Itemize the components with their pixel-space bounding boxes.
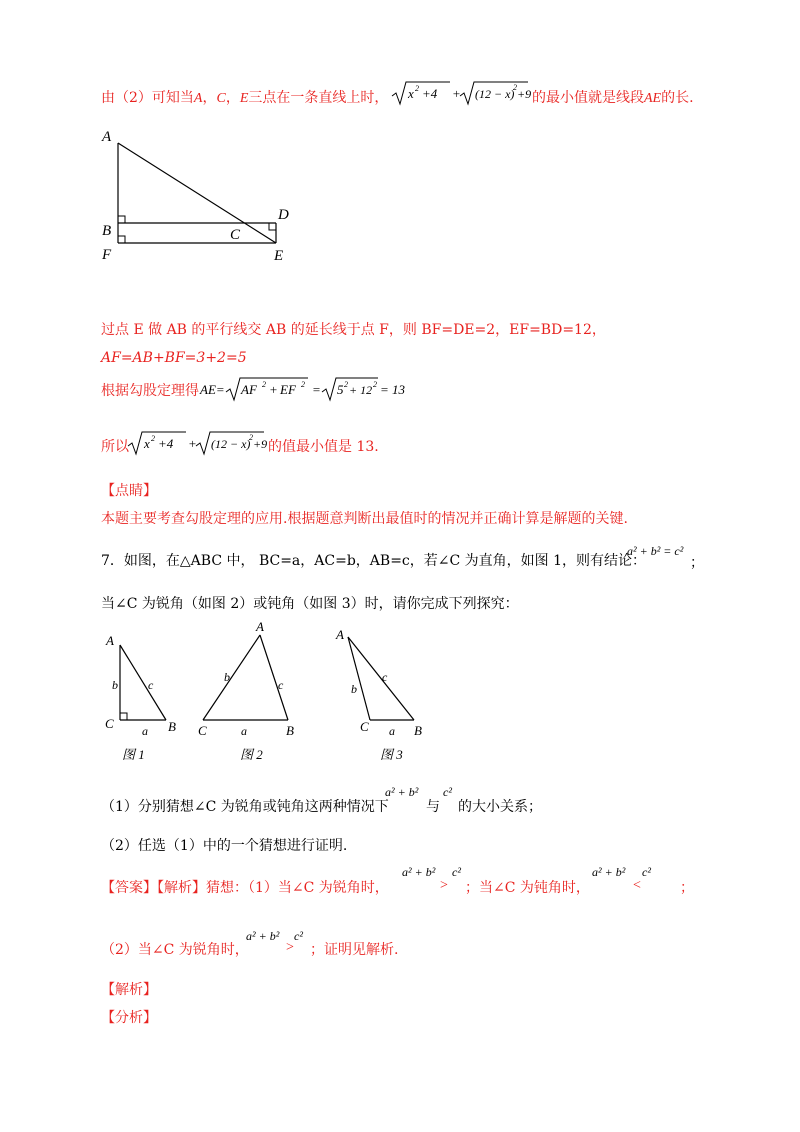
t2-bb: B: [286, 723, 294, 738]
t2-c: c: [278, 678, 284, 692]
ans-f2: a² + b²: [592, 865, 626, 879]
expr-13: = 13: [380, 382, 406, 397]
ans-c2: c²: [452, 865, 461, 879]
t3-c: c: [382, 670, 388, 684]
text-seg: 7．如图，在△ABC 中， BC=a，AC=b，AB=c，若∠C 为直角，如图 1，则有结论：: [101, 553, 647, 569]
caption-3: 图 3: [380, 747, 403, 762]
expr-b: (12 − x): [475, 87, 515, 101]
pt-c: C: [216, 91, 226, 106]
expr-ae: AE=: [200, 382, 225, 397]
text-seg: 【答案】【解析】猜想：（1）当∠C 为锐角时，: [101, 880, 389, 896]
expr-exp: 2: [373, 380, 377, 389]
ans2-c2: c²: [294, 929, 303, 943]
question-7: [101, 551, 646, 571]
part-2: （2）任选（1）中的一个猜想进行证明.: [101, 838, 348, 854]
ans-gt: >: [440, 878, 448, 893]
t1-bb: B: [168, 719, 176, 734]
t3-bb: B: [414, 723, 422, 738]
expr-exp: 2: [249, 433, 253, 442]
ans2-post: ；证明见解析.: [310, 942, 399, 958]
line-4: [101, 381, 199, 401]
expr-plus: +: [269, 382, 278, 397]
ans-lt: <: [633, 878, 641, 893]
dianjing-heading: 【点睛】: [101, 483, 157, 499]
text-seg: 三点在一条直线上时，: [248, 90, 389, 106]
pythagoras-expression: [198, 373, 406, 405]
q7-formula: a² + b² = c²: [627, 544, 684, 558]
line-3: AF=AB+BF=3+2=5: [101, 350, 247, 366]
comma: ，: [225, 90, 240, 106]
triangles-figure: [98, 615, 448, 765]
t3-b: b: [351, 682, 357, 696]
p1-mid: 与: [426, 799, 440, 815]
ans2-gt: >: [286, 940, 294, 955]
pt-a: A: [193, 91, 203, 106]
expr-c: +9: [517, 87, 532, 101]
seg-ae: AE: [644, 91, 662, 106]
fenxi-heading: 【分析】: [101, 1010, 157, 1026]
p1-post: 的大小关系；: [458, 799, 542, 815]
label-b: B: [102, 223, 112, 239]
answer-line-2: [101, 940, 249, 960]
t3-aa: a: [389, 724, 395, 738]
t2-cc: C: [198, 723, 207, 738]
jiexi-heading: 【解析】: [101, 982, 157, 998]
line-1: [101, 88, 388, 109]
label-c: C: [230, 227, 241, 243]
ans-mid: ；当∠C 为钝角时，: [465, 880, 590, 896]
t3-cc: C: [360, 719, 369, 734]
comma: ，: [202, 90, 217, 106]
text-seg: 的最小值就是线段: [532, 90, 644, 106]
t2-a: A: [256, 619, 264, 634]
expr-c: +9: [253, 437, 268, 451]
label-f: F: [102, 247, 112, 263]
sqrt-expression-1: [390, 78, 530, 110]
text-seg: 的长.: [661, 90, 694, 106]
t1-b: b: [112, 678, 118, 692]
ans2-f: a² + b²: [246, 929, 280, 943]
expr-12: + 12: [349, 383, 373, 397]
expr-exp: 2: [262, 380, 266, 389]
expr-a: +4: [158, 436, 174, 451]
answer-line: [101, 878, 389, 898]
expr-x: x: [144, 436, 150, 451]
expr-x: x: [408, 86, 414, 101]
label-a: A: [102, 129, 112, 145]
expr-a: +4: [422, 86, 438, 101]
line-1b: [532, 88, 694, 109]
ans-c22: c²: [642, 865, 651, 879]
figure-abcdef: [98, 125, 298, 265]
part-1: [101, 797, 389, 817]
line-2: 过点 E 做 AB 的平行线交 AB 的延长线于点 F，则 BF=DE=2，EF=BD=12，: [101, 322, 606, 338]
expr-exp: 2: [301, 380, 305, 389]
text-seg: （2）当∠C 为锐角时，: [101, 942, 249, 958]
expr-exp: 2: [415, 84, 419, 93]
t2-b: b: [224, 670, 230, 684]
label-e: E: [274, 248, 284, 264]
text-seg: 由（2）可知当: [101, 90, 194, 106]
line-5b: 的值最小值是 13.: [268, 439, 379, 455]
expr-plus: +: [452, 86, 461, 101]
expr-5: 5: [337, 382, 344, 397]
t1-aa: a: [142, 724, 148, 738]
t1-cc: C: [105, 716, 114, 731]
q7-semi: ；: [690, 555, 704, 571]
p1-f2: c²: [443, 785, 452, 799]
expr-eq: =: [312, 382, 321, 397]
t2-aa: a: [241, 724, 247, 738]
expr-exp: 2: [151, 434, 155, 443]
t3-a: A: [336, 627, 344, 642]
p1-f1: a² + b²: [385, 785, 419, 799]
caption-1: 图 1: [122, 747, 145, 762]
text-seg: 根据勾股定理得: [101, 383, 199, 399]
expr-exp2: 2: [513, 83, 517, 92]
expr-ef: EF: [280, 382, 296, 397]
text-seg: （1）分别猜想∠C 为锐角或钝角这两种情况下: [101, 799, 389, 815]
expr-exp: 2: [344, 380, 348, 389]
caption-2: 图 2: [240, 747, 263, 762]
pt-e: E: [239, 91, 249, 106]
ans-end: ；: [680, 880, 694, 896]
expr-b: (12 − x): [211, 437, 251, 451]
t1-c: c: [148, 678, 154, 692]
dianjing-text: 本题主要考查勾股定理的应用.根据题意判断出最值时的情况并正确计算是解题的关键.: [101, 511, 628, 527]
text-seg: 所以: [101, 439, 129, 455]
t1-a: A: [106, 633, 114, 648]
expr-plus: +: [188, 436, 197, 451]
question-7b: 当∠C 为锐角（如图 2）或钝角（如图 3）时，请你完成下列探究：: [101, 596, 519, 612]
ans-f: a² + b²: [402, 865, 436, 879]
line-5: [101, 437, 129, 457]
label-d: D: [278, 207, 289, 223]
sqrt-expression-2: [126, 428, 266, 460]
expr-af: AF: [241, 382, 257, 397]
